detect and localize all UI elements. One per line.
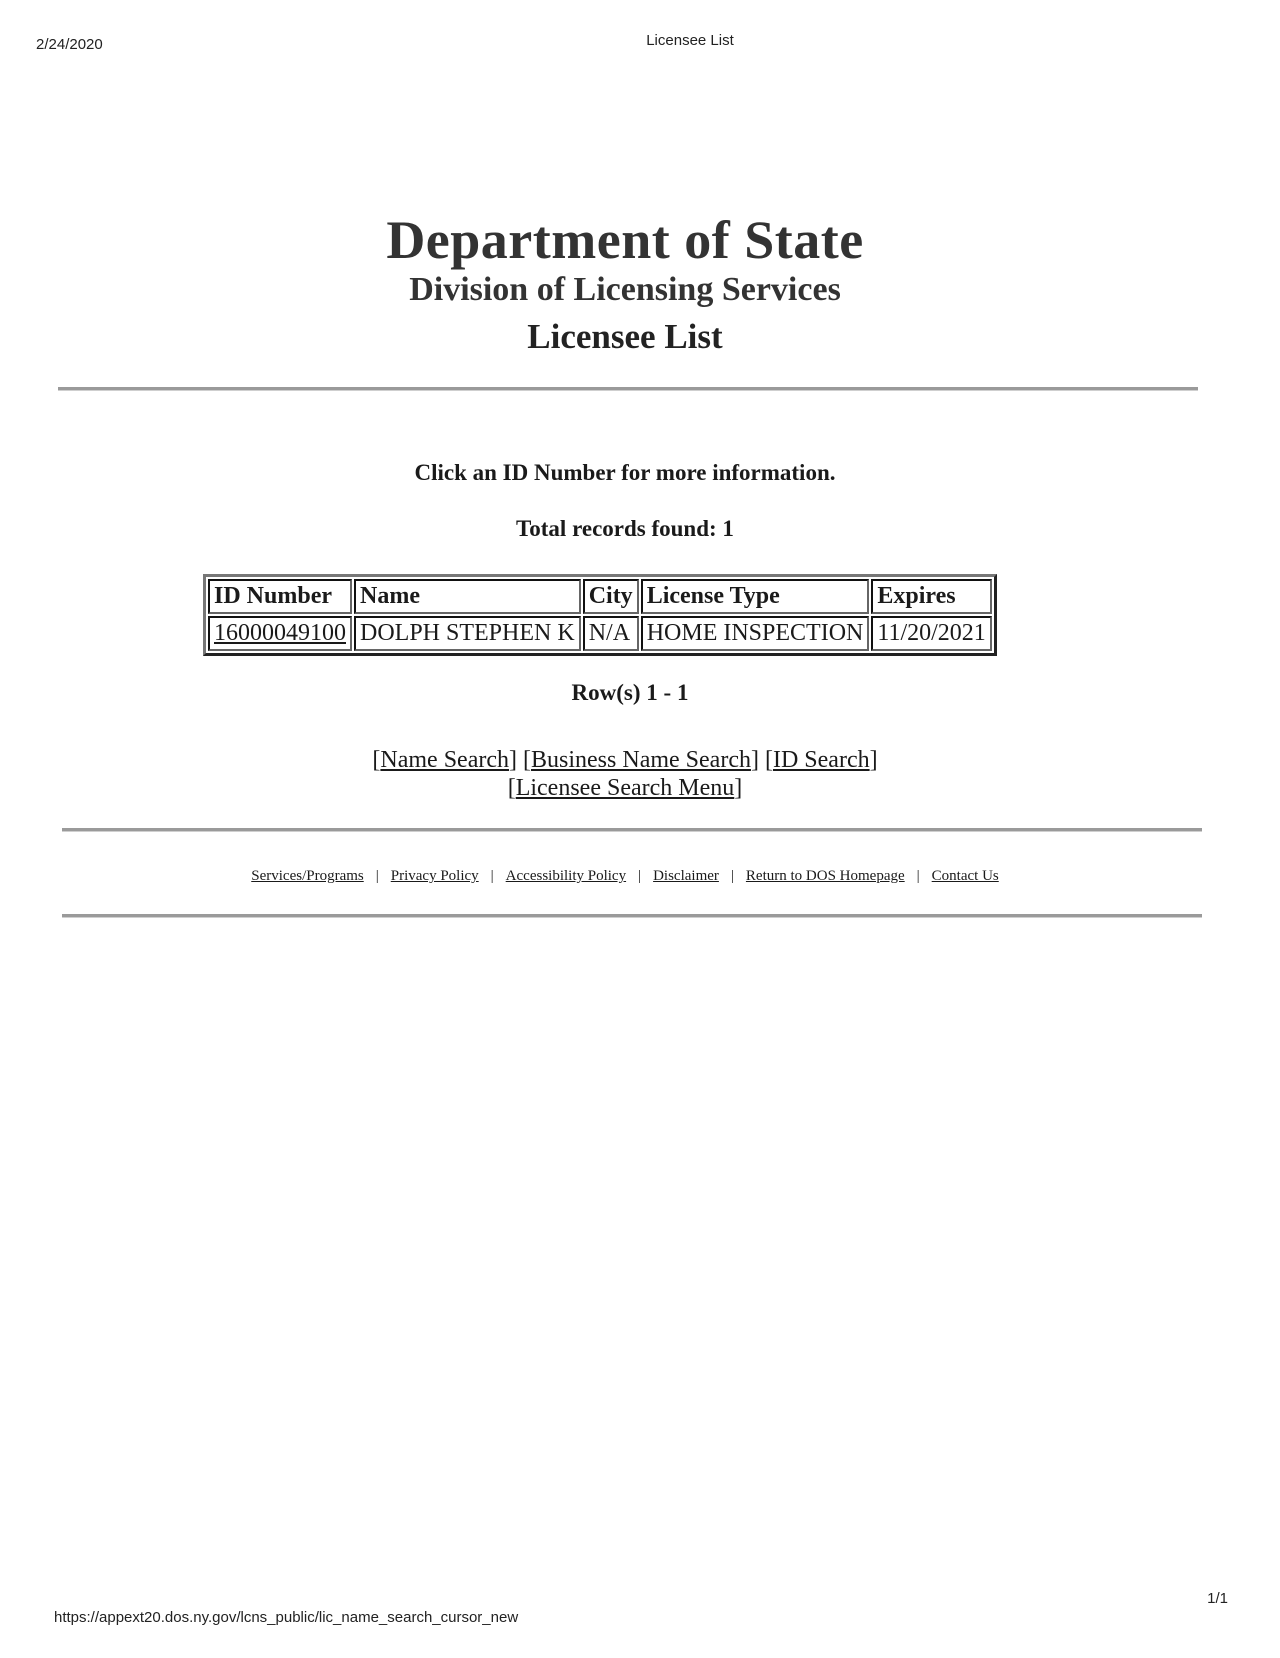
bracket-open: [ (764, 747, 773, 773)
table-row (208, 616, 992, 651)
print-page-title: Licensee List (646, 32, 734, 49)
footer-link-contact-us[interactable]: Contact Us (931, 868, 999, 884)
cell-name: DOLPH STEPHEN K (354, 616, 581, 651)
bracket-close: ] (869, 747, 878, 773)
rows-range: Row(s) 1 - 1 (571, 680, 689, 705)
bracket-close: ] (509, 747, 518, 773)
instruction-text: Click an ID Number for more information. (414, 460, 836, 485)
footer-nav (0, 868, 1250, 885)
business-name-search-link[interactable]: Business Name Search (531, 747, 751, 773)
footer-link-accessibility-policy[interactable]: Accessibility Policy (505, 868, 627, 884)
footer-link-dos-homepage[interactable]: Return to DOS Homepage (745, 868, 905, 884)
footer-separator: | (730, 868, 734, 884)
cell-city: N/A (583, 616, 639, 651)
search-links (0, 746, 1250, 802)
column-header-name: Name (354, 579, 581, 614)
column-header-expires: Expires (871, 579, 991, 614)
bracket-open: [ (507, 775, 516, 801)
bottom-divider (62, 914, 1202, 918)
footer-separator: | (638, 868, 642, 884)
column-header-id-number: ID Number (208, 579, 352, 614)
page-title: Licensee List (527, 317, 723, 357)
bracket-open: [ (523, 747, 532, 773)
top-divider (58, 387, 1198, 391)
middle-divider (62, 828, 1202, 832)
results-table (203, 574, 997, 656)
footer-separator: | (916, 868, 920, 884)
bracket-open: [ (372, 747, 381, 773)
column-header-license-type: License Type (641, 579, 870, 614)
bracket-close: ] (734, 775, 743, 801)
column-header-city: City (583, 579, 639, 614)
page-heading (0, 212, 1250, 364)
table-header-row (208, 579, 992, 614)
department-title: Department of State (386, 210, 864, 270)
print-date: 2/24/2020 (36, 36, 103, 53)
cell-expires: 11/20/2021 (871, 616, 991, 651)
total-records: Total records found: 1 (516, 516, 734, 541)
id-search-link[interactable]: ID Search (772, 747, 870, 773)
print-url: https://appext20.dos.ny.gov/lcns_public/lic_name_search_cursor_new (54, 1609, 519, 1626)
footer-separator: | (375, 868, 379, 884)
licensee-search-menu-link[interactable]: Licensee Search Menu (515, 775, 735, 801)
footer-link-services-programs[interactable]: Services/Programs (251, 868, 364, 884)
print-page-number: 1/1 (1207, 1590, 1228, 1607)
bracket-close: ] (750, 747, 759, 773)
cell-id-number (208, 616, 352, 651)
footer-separator: | (490, 868, 494, 884)
footer-link-disclaimer[interactable]: Disclaimer (653, 868, 719, 884)
division-title: Division of Licensing Services (409, 270, 841, 308)
id-number-link[interactable]: 16000049100 (214, 620, 346, 646)
footer-link-privacy-policy[interactable]: Privacy Policy (390, 868, 479, 884)
cell-license-type: HOME INSPECTION (641, 616, 870, 651)
name-search-link[interactable]: Name Search (380, 747, 510, 773)
